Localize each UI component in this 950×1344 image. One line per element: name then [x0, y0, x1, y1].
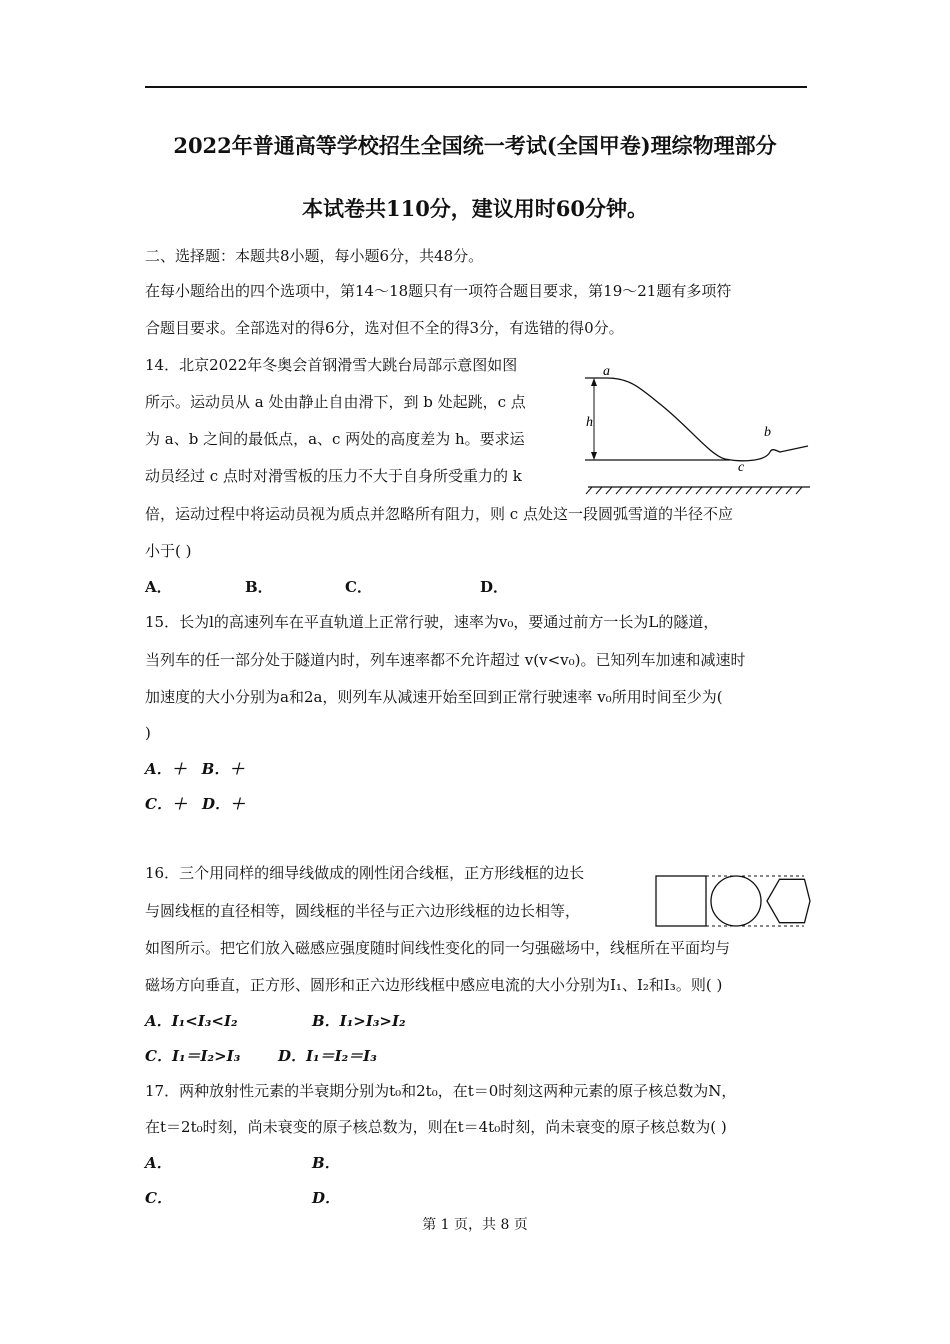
option-d: D．	[312, 1189, 341, 1207]
instructions-line: 合题目要求。全部选对的得6分，选对但不全的得3分，有选错的得0分。	[145, 319, 624, 337]
option-c: C．I₁＝I₂>I₃	[145, 1047, 241, 1065]
options-ab: A．＋ B．＋	[145, 760, 245, 778]
instructions-line: 在每小题给出的四个选项中，第14～18题只有一项符合题目要求，第19～21题有多项符	[145, 282, 732, 300]
option-d: D．	[480, 578, 509, 596]
section-heading: 二、选择题：本题共8小题，每小题6分，共48分。	[145, 247, 484, 265]
question-text: 为 a、b 之间的最低点，a、c 两处的高度差为 h。要求运	[145, 430, 525, 448]
question-text: 动员经过 c 点时对滑雪板的压力不大于自身所受重力的 k	[145, 467, 522, 485]
question-text: 在t＝2t₀时刻，尚未衰变的原子核总数为，则在t＝4t₀时刻，尚未衰变的原子核总数为( )	[145, 1118, 727, 1136]
option-a: A．I₁<I₃<I₂	[145, 1012, 238, 1030]
wire-frames-figure	[654, 873, 814, 929]
option-a: A．	[145, 1154, 172, 1172]
label-h: h	[586, 415, 593, 430]
question-text: 磁场方向垂直，正方形、圆形和正六边形线框中感应电流的大小分别为I₁、I₂和I₃。则( )	[145, 976, 723, 994]
question-text: 与圆线框的直径相等，圆线框的半径与正六边形线框的边长相等，	[145, 902, 581, 920]
question-text: 所示。运动员从 a 处由静止自由滑下，到 b 处起跳，c 点	[145, 393, 526, 411]
question-text: 15．长为l的高速列车在平直轨道上正常行驶，速率为v₀，要通过前方一长为L的隧道，	[145, 613, 719, 631]
question-text: 当列车的任一部分处于隧道内时，列车速率都不允许超过 v(v<v₀)。已知列车加速和减速时	[145, 651, 746, 669]
question-text: 14．北京2022年冬奥会首钢滑雪大跳台局部示意图如图	[145, 356, 518, 374]
option-c: C．	[345, 578, 372, 596]
question-text: 小于( )	[145, 542, 192, 560]
option-d: D．I₁＝I₂＝I₃	[278, 1047, 377, 1065]
header-rule	[145, 86, 807, 88]
question-text: 倍，运动过程中将运动员视为质点并忽略所有阻力，则 c 点处这一段圆弧雪道的半径不应	[145, 505, 733, 523]
option-b: B．	[245, 578, 273, 596]
square-frame	[656, 876, 706, 926]
option-b: B．	[312, 1154, 340, 1172]
option-a: A．	[145, 578, 172, 596]
circle-frame	[711, 876, 761, 926]
option-c: C．	[145, 1189, 172, 1207]
page-footer: 第 1 页，共 8 页	[422, 1217, 528, 1233]
label-a: a	[603, 364, 610, 379]
question-text: 16．三个用同样的细导线做成的刚性闭合线框，正方形线框的边长	[145, 864, 585, 882]
options-cd: C．＋ D．＋	[145, 795, 245, 813]
question-text: 17．两种放射性元素的半衰期分别为t₀和2t₀，在t＝0时刻这两种元素的原子核总数为N，	[145, 1082, 737, 1100]
page-title: 2022年普通高等学校招生全国统一考试(全国甲卷)理综物理部分	[173, 133, 777, 158]
question-text: 加速度的大小分别为a和2a，则列车从减速开始至回到正常行驶速率 v₀所用时间至少为(	[145, 688, 723, 706]
label-b: b	[764, 425, 771, 440]
page-subtitle: 本试卷共110分，建议用时60分钟。	[301, 196, 649, 221]
question-text: )	[145, 724, 151, 742]
label-c: c	[738, 460, 745, 475]
question-text: 如图所示。把它们放入磁感应强度随时间线性变化的同一匀强磁场中，线框所在平面均与	[145, 939, 731, 957]
hexagon-frame	[767, 879, 810, 922]
ski-jump-figure	[580, 360, 815, 495]
option-b: B．I₁>I₃>I₂	[312, 1012, 406, 1030]
